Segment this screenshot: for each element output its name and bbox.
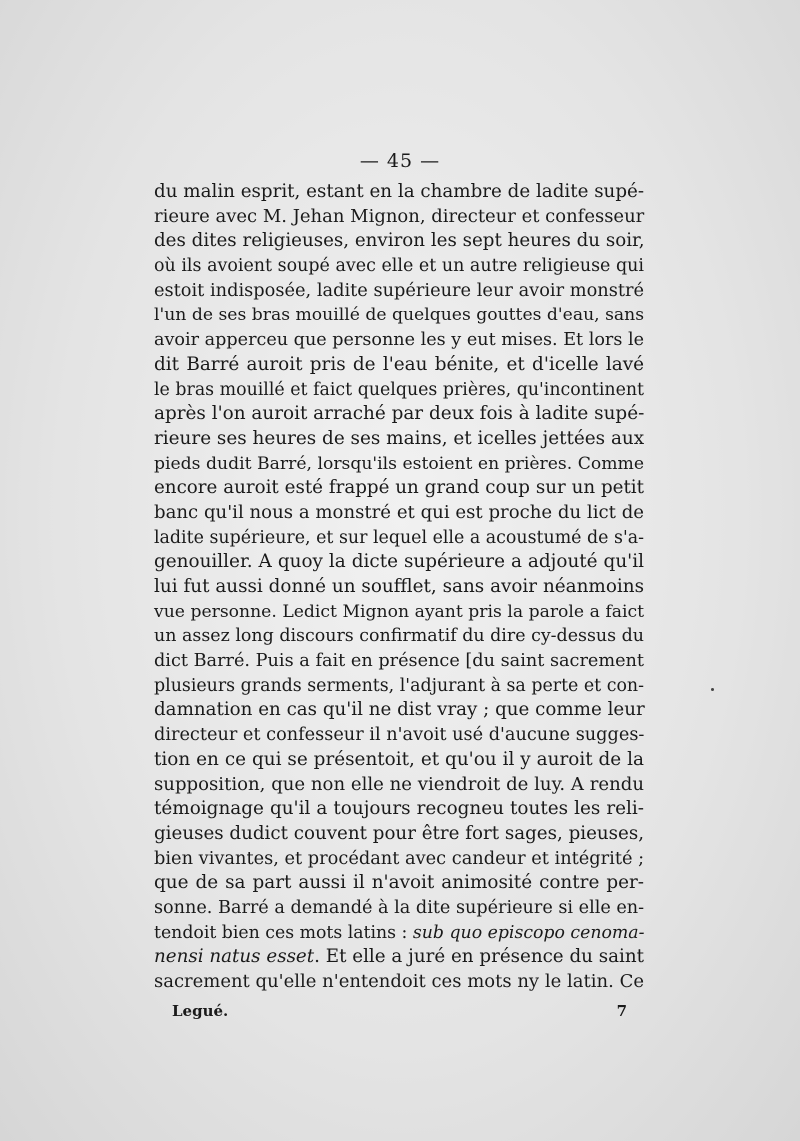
text-segment: avoir apperceu que personne les y eut mises. Et lors le: [154, 330, 645, 351]
text-line: [154, 896, 644, 921]
body-text: [154, 180, 644, 995]
text-line: [154, 698, 644, 723]
text-segment: gieuses dudict couvent pour être fort sages, pieuses,: [154, 822, 644, 844]
text-segment: ladite supérieure, et sur lequel elle a acoustumé de s'a-: [154, 527, 644, 548]
text-line: [154, 921, 644, 946]
text-line: [154, 427, 644, 452]
text-line: [154, 723, 644, 748]
text-line: [154, 847, 644, 872]
text-line: [154, 945, 644, 970]
text-line: [154, 452, 644, 477]
text-segment: encore auroit esté frappé un grand coup sur un petit: [154, 477, 644, 499]
text-line: [154, 970, 644, 995]
text-line: [154, 180, 644, 205]
page-footer: [172, 1002, 627, 1026]
text-line: [154, 501, 644, 526]
text-line: [154, 600, 644, 625]
text-segment: genouiller. A quoy la dicte supérieure a adjouté qu'il: [154, 551, 644, 573]
text-segment: vue personne. Ledict Mignon ayant pris la parole a faict: [154, 601, 644, 622]
text-segment: sonne. Barré a demandé à la dite supérieure si elle en-: [154, 897, 645, 918]
text-line: [154, 748, 644, 773]
text-line: [154, 476, 644, 501]
paper-speck: [711, 688, 714, 691]
text-segment: rieure avec M. Jehan Mignon, directeur et confesseur: [154, 205, 645, 227]
text-line: [154, 797, 644, 822]
text-line: [154, 303, 644, 328]
page-number: — 45 —: [359, 150, 441, 172]
text-segment: le bras mouillé et faict quelques prières, qu'incontinent: [154, 379, 644, 400]
text-line: [154, 649, 644, 674]
text-line: [154, 402, 644, 427]
text-line: [154, 822, 644, 847]
text-segment: témoignage qu'il a toujours recogneu toutes les reli-: [154, 798, 644, 820]
text-line: [154, 871, 644, 896]
text-line: [154, 229, 644, 254]
text-segment: sub quo episcopo cenoma-: [412, 922, 645, 943]
sheet-number: 7: [616, 1002, 627, 1020]
text-line: [154, 773, 644, 798]
text-segment: tendoit bien ces mots latins :: [154, 922, 413, 943]
text-segment: pieds dudit Barré, lorsqu'ils estoient en prières. Comme: [154, 453, 644, 474]
text-line: [154, 575, 644, 600]
text-segment: après l'on auroit arraché par deux fois à ladite supé-: [154, 403, 645, 425]
text-segment: où ils avoient soupé avec elle et un autre religieuse qui: [154, 256, 644, 277]
text-line: [154, 279, 644, 304]
text-segment: rieure ses heures de ses mains, et icelles jettées aux: [154, 427, 645, 449]
text-line: [154, 328, 644, 353]
text-segment: dit Barré auroit pris de l'eau bénite, et d'icelle lavé: [154, 353, 644, 375]
text-segment: un assez long discours confirmatif du dire cy-dessus du: [154, 626, 644, 647]
text-line: [154, 353, 644, 378]
text-line: [154, 378, 644, 403]
text-segment: plusieurs grands serments, l'adjurant à sa perte et con-: [154, 675, 644, 696]
text-segment: directeur et confesseur il n'avoit usé d'aucune sugges-: [154, 725, 645, 746]
signature-mark: Legué.: [172, 1002, 229, 1020]
text-line: [154, 526, 644, 551]
text-segment: l'un de ses bras mouillé de quelques gouttes d'eau, sans: [154, 305, 645, 326]
text-segment: . Et elle a juré en présence du saint: [314, 946, 644, 968]
text-segment: estoit indisposée, ladite supérieure leur avoir monstré: [154, 279, 644, 301]
text-segment: des dites religieuses, environ les sept heures du soir,: [154, 230, 645, 252]
text-line: [154, 205, 644, 230]
text-line: [154, 254, 644, 279]
text-segment: nensi natus esset: [154, 946, 315, 968]
text-segment: lui fut aussi donné un soufflet, sans avoir néanmoins: [154, 576, 644, 597]
text-line: [154, 624, 644, 649]
text-segment: banc qu'il nous a monstré et qui est proche du lict de: [154, 501, 644, 523]
text-segment: sacrement qu'elle n'entendoit ces mots ny le latin. Ce: [154, 971, 644, 992]
text-line: [154, 674, 644, 699]
text-segment: bien vivantes, et procédant avec candeur et intégrité ;: [154, 847, 645, 869]
text-segment: que de sa part aussi il n'avoit animosité contre per-: [154, 872, 644, 894]
text-segment: tion en ce qui se présentoit, et qu'ou il y auroit de la: [154, 748, 644, 770]
text-segment: du malin esprit, estant en la chambre de ladite supé-: [154, 181, 644, 202]
text-segment: dict Barré. Puis a fait en présence [du saint sacrement: [154, 651, 644, 672]
text-segment: damnation en cas qu'il ne dist vray ; que comme leur: [154, 699, 645, 721]
text-segment: supposition, que non elle ne viendroit de luy. A rendu: [154, 773, 644, 795]
text-line: [154, 550, 644, 575]
